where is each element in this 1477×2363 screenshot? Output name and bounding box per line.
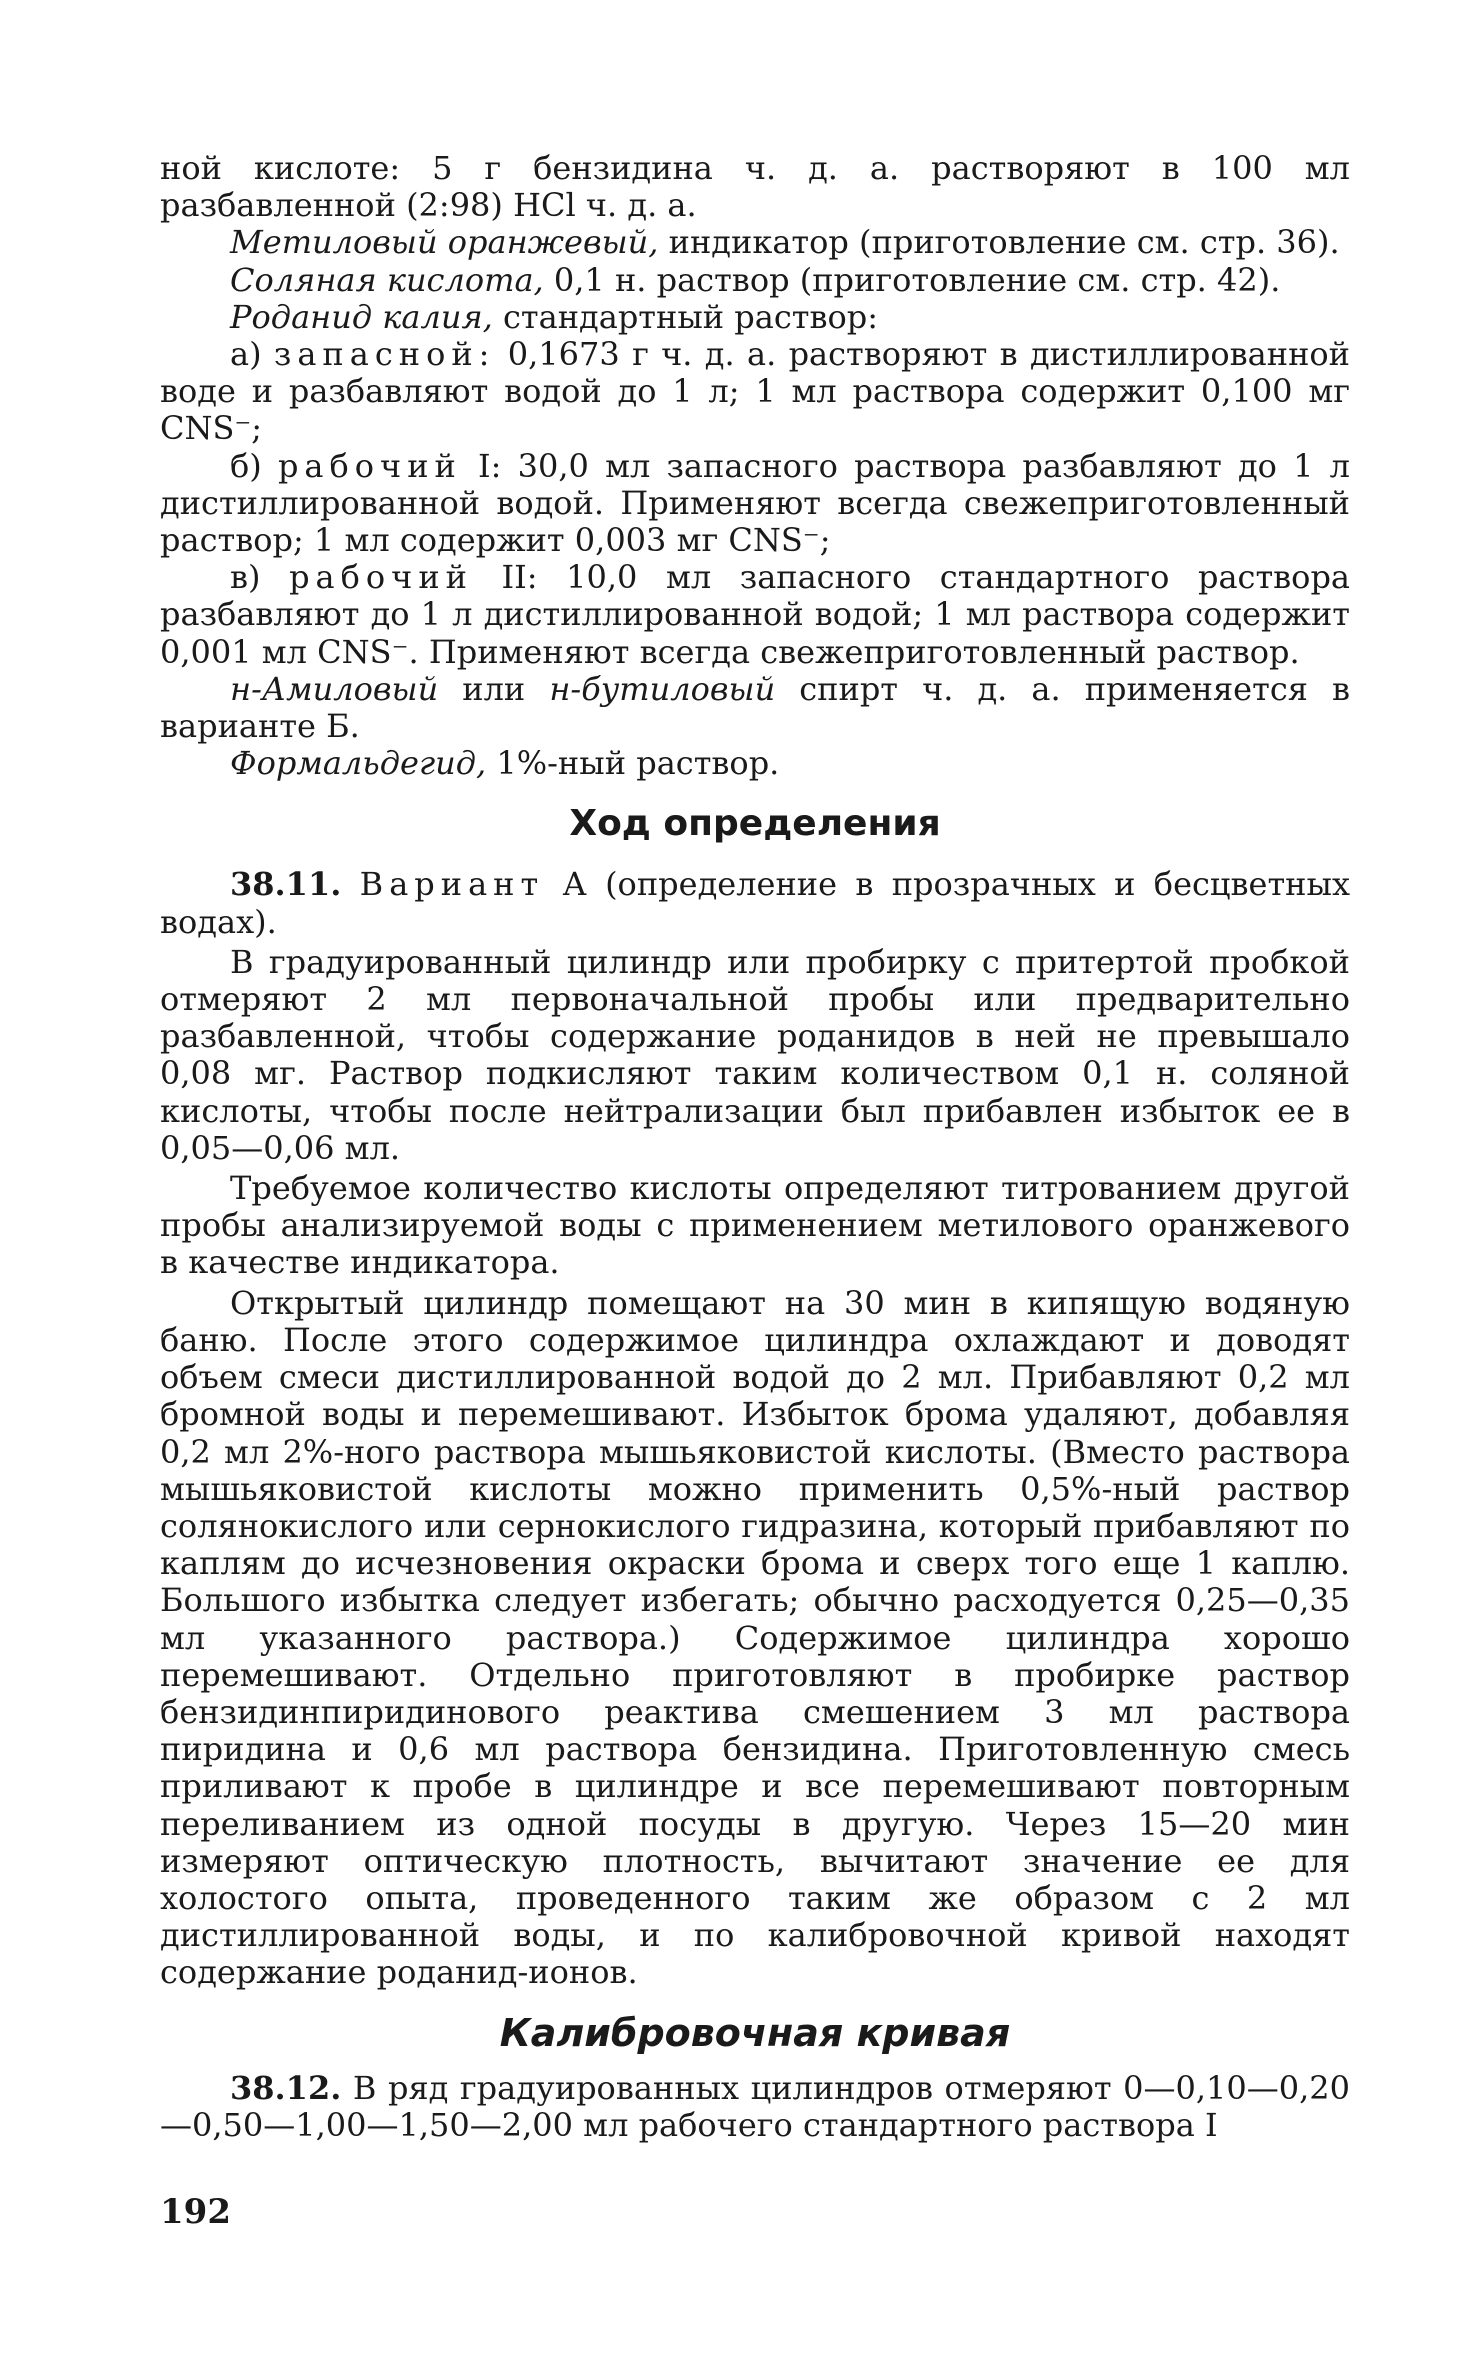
reagent-label: Соляная кислота,	[230, 260, 544, 299]
reagent-text: 0,1 н. раствор (приготовление см. стр. 42).	[543, 260, 1281, 299]
reagent-text: или	[438, 669, 550, 708]
page-number: 192	[160, 2192, 231, 2232]
working-solution-1-item	[160, 448, 1350, 560]
item-spaced-label: запасной:	[273, 335, 496, 374]
procedure-paragraph-3: Открытый цилиндр помещают на 30 мин в кипящую водяную баню. После этого содержимое цилиндра охлаждают и доводят объем смеси дистиллированной водой до 2 мл. Прибавляют 0,2 мл бромной воды и перемешивают. Избыток брома удаляют, добавляя 0,2 мл 2%-ного раствора мышьяковистой кислоты. (Вместо раствора мышьяковистой кислоты можно применить 0,5%-ный раствор солянокислого или сернокислого гидразина, который прибавляют по каплям до исчезновения окраски брома и сверх того еще 1 каплю. Большого избытка следует избегать; обычно расходуется 0,25—0,35 мл указанного раствора.) Содержимое цилиндра хорошо перемешивают. Отдельно приготовляют в пробирке раствор бензидинпиридинового реактива смешением 3 мл раствора пиридина и 0,6 мл раствора бензидина. Приготовленную смесь приливают к пробе в цилиндре и все перемешивают повторным переливанием из одной посуды в другую. Через 15—20 мин измеряют оптическую плотность, вычитают значение ее для холостого опыта, проведенного таким же образом с 2 мл дистиллированной воды, и по калибровочной кривой находят содержание роданид-ионов.	[160, 1283, 1350, 1992]
item-prefix: б)	[230, 446, 278, 485]
item-text: 0,1673 г ч. д. а. растворяют в дистиллированной воде и разбавляют водой до 1 л; 1 мл раствора содержит 0,100 мг CNS⁻;	[160, 335, 1351, 448]
procedure-paragraph-1: В градуированный цилиндр или пробирку с притертой пробкой отмеряют 2 мл первоначальной пробы или предварительно разбавленной, чтобы содержание роданидов в ней не превышало 0,08 мг. Раствор подкисляют таким количеством 0,1 н. соляной кислоты, чтобы после нейтрализации был прибавлен избыток ее в 0,05—0,06 мл.	[160, 942, 1350, 1167]
item-prefix: в)	[230, 558, 290, 597]
reagent-text: 1%-ный раствор.	[486, 744, 780, 783]
paragraph-continuation	[160, 150, 1350, 224]
reagent-label: Формальдегид,	[230, 744, 487, 783]
reagent-text: стандартный раствор:	[492, 297, 879, 336]
item-prefix: а)	[230, 335, 274, 374]
variant-label: Вариант	[359, 865, 545, 904]
reagent-amyl-alcohol	[160, 671, 1350, 745]
reagent-methyl-orange	[160, 224, 1350, 261]
reagent-label: Роданид калия,	[230, 297, 493, 336]
section-text: А (определение в прозрачных и бесцветных водах).	[160, 865, 1351, 941]
reagent-potassium-thiocyanate	[160, 299, 1350, 336]
procedure-paragraph-2: Требуемое количество кислоты определяют титрованием другой пробы анализируемой воды с применением метилового оранжевого в качестве индикатора.	[160, 1169, 1350, 1282]
item-spaced-label: рабочий	[277, 446, 462, 485]
section-number: 38.12.	[230, 2068, 342, 2107]
item-text: II: 10,0 мл запасного стандартного раствора разбавляют до 1 л дистиллированной водой; 1 мл раствора содержит 0,001 мл CNS⁻. Применяют всегда свежеприготовленный раствор.	[160, 558, 1351, 671]
reagent-text: спирт ч. д. а. применяется в варианте Б.	[160, 669, 1351, 746]
reagent-hydrochloric-acid	[160, 262, 1350, 299]
reagent-formaldehyde	[160, 745, 1350, 782]
page-body	[160, 150, 1350, 2144]
section-38-12	[160, 2070, 1350, 2144]
section-number: 38.11.	[230, 865, 342, 904]
paragraph-text: ной кислоте: 5 г бензидина ч. д. а. растворяют в 100 мл разбавленной (2:98) HCl ч. д. а.	[160, 149, 1350, 225]
item-text: I: 30,0 мл запасного раствора разбавляют до 1 л дистиллированной водой. Применяют всегда свежеприготовленный раствор; 1 мл содержит 0,003 мг CNS⁻;	[160, 446, 1351, 560]
item-spaced-label: рабочий	[289, 558, 473, 597]
stock-solution-item	[160, 336, 1350, 448]
section-38-11-intro	[160, 866, 1350, 940]
reagent-label: н-Амиловый	[230, 669, 439, 708]
working-solution-2-item	[160, 559, 1350, 671]
reagent-label-2: н-бутиловый	[549, 669, 776, 708]
reagent-text: индикатор (приготовление см. стр. 36).	[658, 223, 1340, 262]
reagent-label: Метиловый оранжевый,	[230, 223, 659, 262]
section-heading-procedure: Ход определения	[569, 803, 941, 845]
section-heading-calibration: Калибровочная кривая	[499, 2010, 1011, 2055]
section-text: В ряд градуированных цилиндров отмеряют 0—0,10—0,20—0,50—1,00—1,50—2,00 мл рабочего стандартного раствора I	[160, 2068, 1350, 2144]
